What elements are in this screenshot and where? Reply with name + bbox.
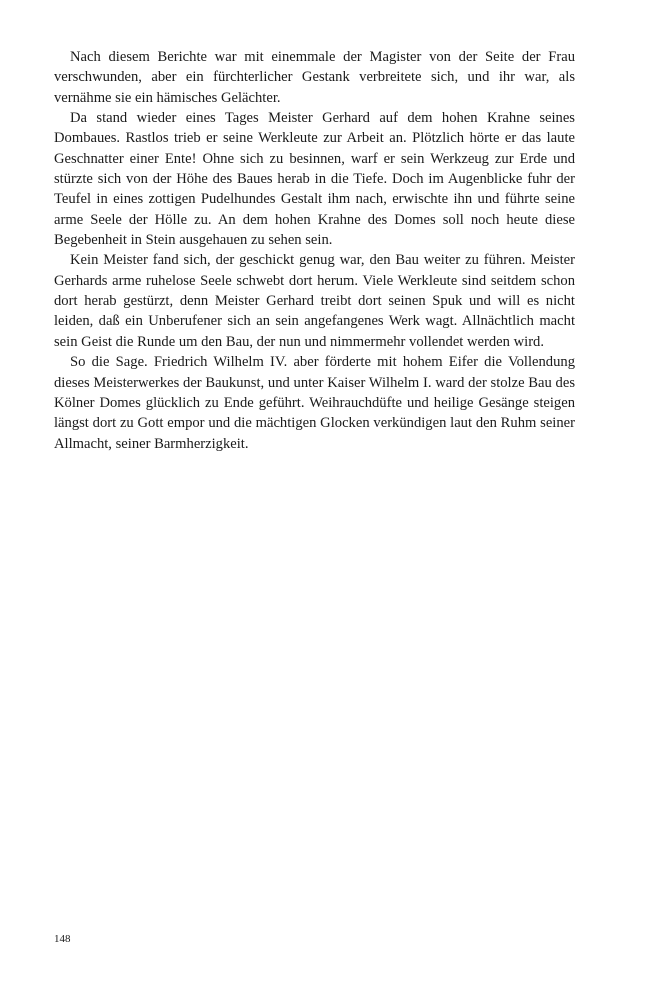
paragraph-3: Kein Meister fand sich, der geschickt genug war, den Bau weiter zu führen. Meister Gerhards arme ruhelose Seele schwebt dort herum. Viele Werkleute sind seitdem schon dort herab gestürzt, denn Meister Gerhard treibt dort seinen Spuk und will es nicht leiden, daß ein Unberufener sich an sein angefangenes Werk wagt. Allnächtlich macht sein Geist die Runde um den Bau, der nun und nimmermehr vollendet werden wird. (54, 252, 575, 350)
paragraph-4: So die Sage. Friedrich Wilhelm IV. aber förderte mit hohem Eifer die Vollendung dieses Meisterwerkes der Baukunst, und unter Kaiser Wilhelm I. ward der stolze Bau des Kölner Domes glücklich zu Ende geführt. Weihrauchdüfte und heilige Gesänge steigen längst dort zu Gott empor und die mächtigen Glocken verkündigen laut den Ruhm seiner Allmacht, seiner Barmherzigkeit. (54, 354, 575, 452)
page-number: 148 (54, 933, 71, 945)
page-body (54, 47, 575, 454)
paragraph-1: Nach diesem Berichte war mit einemmale der Magister von der Seite der Frau verschwunden, aber ein fürchterlicher Gestank verbreitete sich, und ihr war, als vernähme sie ein hämisches Gelächter. (54, 49, 575, 106)
paragraph-2: Da stand wieder eines Tages Meister Gerhard auf dem hohen Krahne seines Dombaues. Rastlos trieb er seine Werkleute zur Arbeit an. Plötzlich hörte er das laute Geschnatter einer Ente! Ohne sich zu besinnen, warf er sein Werkzeug zur Erde und stürzte sich von der Höhe des Baues herab in die Tiefe. Doch im Augenblicke fuhr der Teufel in eines zottigen Pudelhundes Gestalt ihm nach, erwischte ihn und führte seine arme Seele der Hölle zu. An dem hohen Krahne des Domes soll noch heute diese Begebenheit in Stein ausgehauen zu sehen sein. (54, 110, 575, 249)
